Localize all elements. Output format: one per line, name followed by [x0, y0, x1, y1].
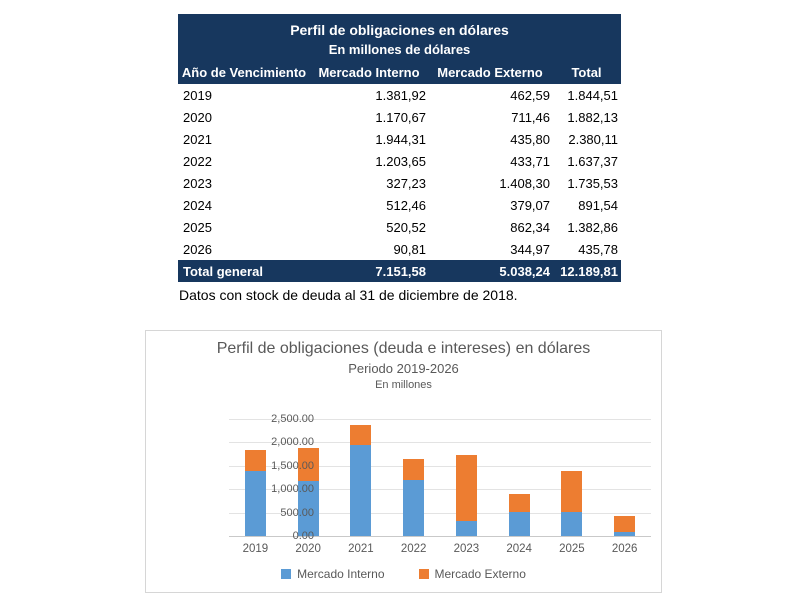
- value-cell: 462,59: [510, 87, 550, 103]
- value-cell: 1.203,65: [375, 153, 426, 169]
- table-subtitle: En millones de dólares: [328, 42, 471, 57]
- year-cell: 2022: [183, 153, 212, 169]
- x-axis: [229, 543, 651, 555]
- legend-swatch: [419, 569, 429, 579]
- bar-stack: [614, 516, 635, 536]
- plot-wrap: [146, 331, 661, 592]
- legend-item: [419, 567, 526, 581]
- column-header-externo: Mercado Externo: [437, 64, 543, 80]
- value-cell: 435,78: [578, 241, 618, 257]
- y-axis-tick-label: 1,500.00: [271, 459, 314, 472]
- table-row: [178, 84, 621, 106]
- value-cell: 344,97: [510, 241, 550, 257]
- bar-stack: [350, 425, 371, 536]
- value-cell: 862,34: [510, 219, 550, 235]
- bar-segment-externo: [350, 425, 371, 445]
- x-axis-label: 2021: [348, 543, 374, 555]
- total-row-interno: 7.151,58: [375, 263, 426, 279]
- chart-panel: [145, 330, 662, 593]
- legend-item: [281, 567, 384, 581]
- table-row: [178, 106, 621, 128]
- year-cell: 2026: [183, 241, 212, 257]
- value-cell: 433,71: [510, 153, 550, 169]
- value-cell: 327,23: [386, 175, 426, 191]
- total-row-externo: 5.038,24: [499, 263, 550, 279]
- y-axis-tick-label: 500.00: [280, 506, 314, 519]
- value-cell: 379,07: [510, 197, 550, 213]
- x-axis-label: 2023: [453, 543, 480, 555]
- y-axis-tick-label: 1,000.00: [271, 483, 314, 496]
- legend: [146, 567, 661, 581]
- bar-segment-interno: [561, 512, 582, 536]
- value-cell: 2.380,11: [568, 131, 618, 147]
- year-cell: 2019: [183, 87, 212, 103]
- value-cell: 1.408,30: [499, 175, 550, 191]
- chart-units: En millones: [375, 379, 432, 391]
- value-cell: 1.882,13: [567, 109, 618, 125]
- year-cell: 2023: [183, 175, 212, 191]
- y-axis-tick-label: 0.00: [292, 530, 314, 542]
- value-cell: 711,46: [511, 109, 550, 125]
- value-cell: 1.735,53: [567, 175, 618, 191]
- bar-stack: [509, 494, 530, 536]
- x-axis-label: 2019: [242, 543, 269, 555]
- table-row: [178, 172, 621, 194]
- year-cell: 2025: [183, 219, 212, 235]
- year-cell: 2024: [183, 197, 212, 213]
- table-footnote: Datos con stock de deuda al 31 de diciembre de 2018.: [179, 287, 518, 303]
- table-title: Perfil de obligaciones en dólares: [290, 22, 509, 38]
- x-axis-label: 2022: [400, 543, 427, 555]
- value-cell: 1.944,31: [375, 131, 426, 147]
- bar-stack: [456, 455, 477, 536]
- table-row: [178, 216, 621, 238]
- value-cell: 435,80: [510, 131, 550, 147]
- value-cell: 1.637,37: [567, 153, 618, 169]
- bar-segment-externo: [614, 516, 635, 532]
- x-axis-label: 2024: [506, 543, 532, 555]
- value-cell: 512,46: [386, 197, 426, 213]
- table-row: [178, 238, 621, 260]
- value-cell: 1.381,92: [375, 87, 426, 103]
- bar-segment-interno: [245, 471, 266, 536]
- column-header-year: Año de Vencimiento: [181, 64, 307, 80]
- value-cell: 1.170,67: [375, 109, 426, 125]
- year-cell: 2021: [183, 131, 212, 147]
- column-header-interno: Mercado Interno: [318, 64, 420, 80]
- bar-stack: [561, 471, 582, 536]
- column-header-row: [178, 60, 621, 84]
- table-row: [178, 128, 621, 150]
- x-axis-label: 2020: [295, 543, 321, 555]
- bar-segment-interno: [456, 521, 477, 536]
- value-cell: 90,81: [393, 241, 426, 257]
- x-axis-label: 2026: [611, 543, 638, 555]
- x-axis-label: 2025: [559, 543, 585, 555]
- value-cell: 1.382,86: [567, 219, 618, 235]
- value-cell: 891,54: [578, 197, 618, 213]
- table-row: [178, 194, 621, 216]
- bar-segment-externo: [456, 455, 477, 521]
- bar-segment-externo: [509, 494, 530, 512]
- bar-stack: [403, 459, 424, 536]
- legend-swatch: [281, 569, 291, 579]
- bar-segment-interno: [614, 532, 635, 536]
- bar-segment-externo: [403, 459, 424, 479]
- column-header-total: Total: [571, 64, 602, 80]
- table-body: [178, 84, 621, 260]
- value-cell: 520,52: [386, 219, 426, 235]
- legend-label: Mercado Externo: [434, 567, 526, 581]
- total-row-total: 12.189,81: [560, 263, 618, 279]
- bar-segment-externo: [561, 471, 582, 511]
- y-axis-tick-label: 2,000.00: [271, 436, 314, 449]
- chart-title: Perfil de obligaciones (deuda e intereses) en dólares: [216, 340, 591, 357]
- year-cell: 2020: [183, 109, 212, 125]
- total-row: [178, 260, 621, 282]
- y-axis-tick-label: 2,500.00: [271, 413, 314, 425]
- legend-label: Mercado Interno: [297, 567, 385, 581]
- obligations-table: [178, 14, 621, 282]
- table-header: [178, 14, 621, 84]
- bar-segment-interno: [350, 445, 371, 536]
- chart-subtitle: Periodo 2019-2026: [348, 361, 459, 376]
- total-row-label: Total general: [183, 263, 263, 279]
- bar-segment-interno: [403, 480, 424, 536]
- value-cell: 1.844,51: [567, 87, 618, 103]
- table-row: [178, 150, 621, 172]
- bar-segment-interno: [509, 512, 530, 536]
